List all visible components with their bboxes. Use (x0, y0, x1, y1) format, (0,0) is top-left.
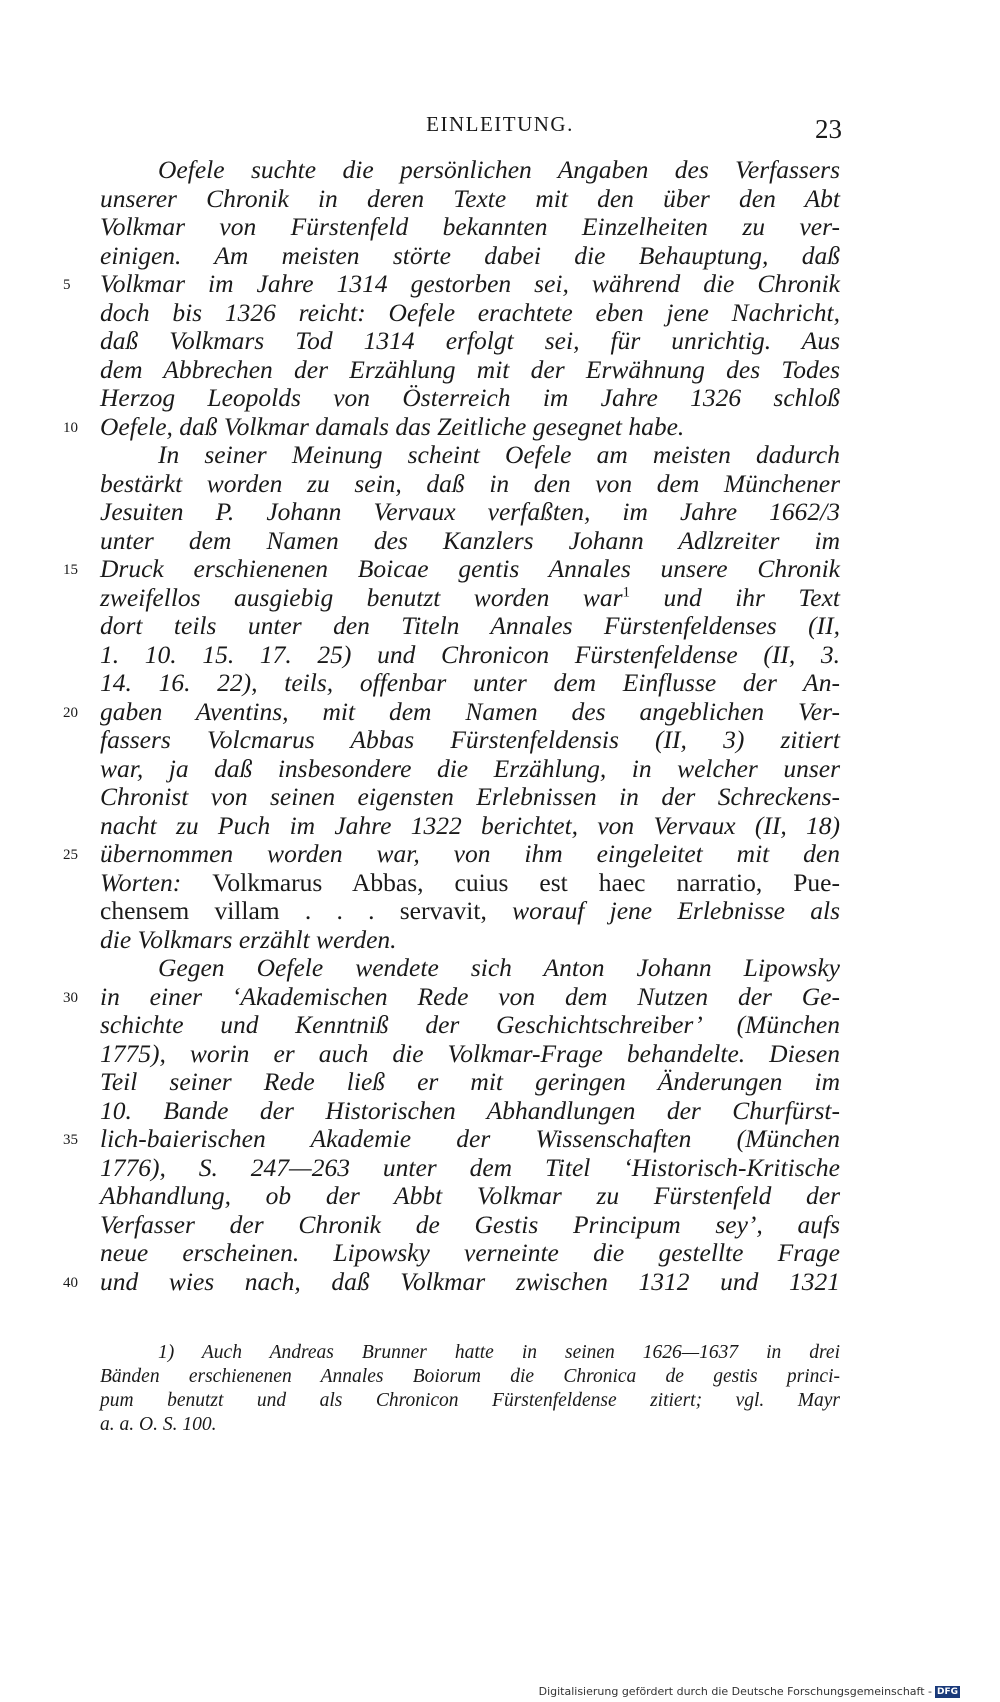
line-text: Volkmar von Fürstenfeld bekannten Einzelheiten zu ver- (100, 212, 840, 241)
text-line (63, 981, 840, 1012)
line-text: 10. Bande der Historischen Abhandlungen der Churfürst- (100, 1095, 840, 1125)
line-text: daß Volkmars Tod 1314 erfolgt sei, für unrichtig. Aus (100, 326, 840, 355)
text-line (100, 299, 840, 328)
text-line (100, 1211, 840, 1240)
footnote-marker: 1 (622, 584, 631, 600)
text-line (100, 1097, 840, 1126)
line-text: fassers Volcmarus Abbas Fürstenfeldensis (II, 3) zitiert (100, 725, 840, 754)
line-number: 20 (63, 704, 78, 721)
line-text: Abhandlung, ob der Abbt Volkmar zu Fürstenfeld der (100, 1181, 840, 1210)
text-line (100, 926, 840, 955)
text-line (100, 1239, 840, 1268)
text-line (100, 783, 840, 812)
line-text: dem Abbrechen der Erzählung mit der Erwähnung des Todes (100, 354, 840, 384)
line-number: 15 (63, 562, 78, 578)
line-text: einigen. Am meisten störte dabei die Behauptung, daß (100, 240, 840, 270)
text-line (100, 242, 840, 271)
text-line (100, 1154, 840, 1183)
footnote-line: Bänden erschienenen Annales Boiorum die Chronica de gestis princi- (100, 1366, 840, 1387)
text-line (63, 1124, 840, 1154)
line-text: Druck erschienenen Boicae gentis Annales unsere Chronik (100, 554, 840, 583)
line-number: 35 (63, 1132, 78, 1148)
text-line (63, 1266, 840, 1297)
line-text: Verfasser der Chronik de Gestis Principum sey’, aufs (100, 1209, 840, 1239)
text-line (100, 441, 840, 470)
line-number: 10 (63, 419, 78, 436)
digitization-credit-text: Digitalisierung gefördert durch die Deutsche Forschungsgemeinschaft - (538, 1685, 932, 1698)
line-text: schichte und Kenntniß der Geschichtschreiber’ (München (100, 1010, 840, 1039)
line-text: nacht zu Puch im Jahre 1322 berichtet, von Vervaux (II, 18) (100, 810, 840, 840)
text-line (100, 897, 840, 926)
footnote-line: a. a. O. S. 100. (100, 1414, 217, 1435)
page-number: 23 (815, 114, 842, 144)
text-line (100, 812, 840, 841)
text-line (100, 726, 840, 755)
line-text: die Volkmars erzählt werden. (100, 924, 397, 954)
line-text: In seiner Meinung scheint Oefele am meisten dadurch (158, 440, 840, 469)
line-text: gaben Aventins, mit dem Namen des angeblichen Ver- (100, 696, 840, 726)
line-text: und ihr Text (630, 582, 840, 612)
text-line (100, 755, 840, 784)
text-line (100, 1011, 840, 1040)
text-line (100, 356, 840, 385)
line-text: Jesuiten P. Johann Vervaux verfaßten, im Jahre 1662/3 (100, 497, 840, 526)
line-text: 1776), S. 247—263 unter dem Titel ‘Historisch-Kritische (100, 1152, 840, 1182)
text-line (100, 954, 840, 983)
text-line (100, 584, 840, 613)
footnote-line: pum benutzt und als Chronicon Fürstenfeldense zitiert; vgl. Mayr (100, 1390, 840, 1411)
main-text (63, 155, 840, 1296)
digitization-credit (539, 1685, 960, 1698)
text-line (100, 327, 840, 356)
text-line (100, 612, 840, 641)
line-number: 40 (63, 1274, 78, 1291)
running-title: EINLEITUNG. (426, 112, 574, 136)
line-text: 1775), worin er auch die Volkmar-Frage behandelte. Diesen (100, 1038, 840, 1068)
footnote-line: 1) Auch Andreas Brunner hatte in seinen 1626—1637 in drei (158, 1342, 840, 1363)
text-line (100, 498, 840, 527)
text-line (100, 641, 840, 670)
line-text: übernommen worden war, von ihm eingeleitet mit den (100, 839, 840, 868)
line-text: worauf jene Erlebnisse als (512, 896, 840, 925)
text-line (100, 1068, 840, 1097)
text-line (100, 185, 840, 214)
dfg-logo: DFG (936, 1686, 958, 1697)
line-text: und wies nach, daß Volkmar zwischen 1312 und 1321 (100, 1266, 840, 1296)
text-line (100, 1040, 840, 1069)
text-line (100, 470, 840, 499)
line-number: 30 (63, 989, 78, 1006)
text-line (100, 384, 840, 413)
text-line (63, 269, 840, 299)
line-text: Worten: (100, 867, 213, 897)
text-line (63, 839, 840, 869)
line-number: 5 (63, 277, 71, 293)
line-text: war, ja daß insbesondere die Erzählung, in welcher unser (100, 753, 840, 783)
footnotes (100, 1341, 840, 1437)
line-text: 14. 16. 22), teils, offenbar unter dem Einflusse der An- (100, 668, 840, 697)
line-text: lich-baierischen Akademie der Wissenschaften (München (100, 1124, 840, 1153)
line-text: doch bis 1326 reicht: Oefele erachtete eben jene Nachricht, (100, 297, 840, 327)
text-line (100, 869, 840, 898)
line-text: Herzog Leopolds von Österreich im Jahre 1326 schloß (100, 383, 840, 412)
latin-quote: chensem villam . . . servavit, (100, 896, 513, 925)
line-text: unserer Chronik in deren Texte mit den über den Abt (100, 183, 840, 213)
line-text: Oefele suchte die persönlichen Angaben des Verfassers (158, 155, 840, 184)
line-text: 1. 10. 15. 17. 25) und Chronicon Fürstenfeldense (II, 3. (100, 639, 840, 669)
text-line (63, 696, 840, 727)
line-text: Oefele, daß Volkmar damals das Zeitliche gesegnet habe. (100, 411, 685, 441)
text-line (100, 213, 840, 242)
line-text: Gegen Oefele wendete sich Anton Johann Lipowsky (158, 953, 840, 982)
line-text: Volkmar im Jahre 1314 gestorben sei, während die Chronik (100, 269, 840, 298)
line-text: neue erscheinen. Lipowsky verneinte die gestellte Frage (100, 1238, 840, 1267)
text-line (100, 156, 840, 185)
line-text: Teil seiner Rede ließ er mit geringen Änderungen im (100, 1067, 840, 1096)
text-line (100, 527, 840, 556)
text-line (63, 411, 840, 442)
line-text: unter dem Namen des Kanzlers Johann Adlzreiter im (100, 525, 840, 555)
line-number: 25 (63, 847, 78, 863)
text-line (63, 554, 840, 584)
line-text: zweifellos ausgiebig benutzt worden war (100, 582, 623, 612)
line-text: in einer ‘Akademischen Rede von dem Nutzen der Ge- (100, 981, 840, 1011)
line-text: Chronist von seinen eigensten Erlebnissen in der Schreckens- (100, 782, 840, 811)
text-line (100, 669, 840, 698)
line-text: bestärkt worden zu sein, daß in den von dem Münchener (100, 468, 840, 498)
text-line (100, 1182, 840, 1211)
latin-quote: Volkmarus Abbas, cuius est haec narratio, Pue- (212, 867, 840, 897)
line-text: dort teils unter den Titeln Annales Fürstenfeldenses (II, (100, 611, 840, 640)
